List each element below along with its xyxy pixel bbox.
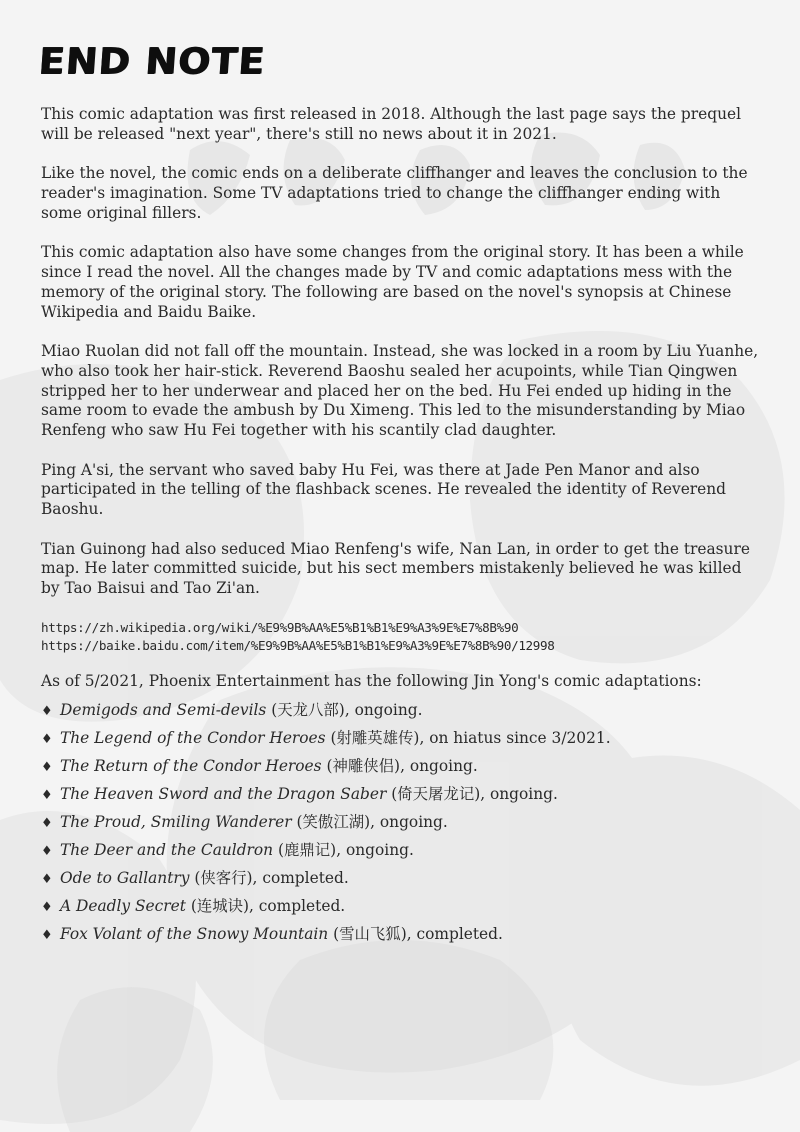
reference-links [41,619,761,655]
link-wikipedia[interactable]: https://zh.wikipedia.org/wiki/%E9%9B%AA%E5%B1%B1%E9%A3%9E%E7%8B%90 [41,619,519,635]
diamond-bullet-icon: ♦ [41,927,53,943]
comic-chinese-title: (连城诀) [190,896,250,915]
comic-adaptations-list [41,697,761,949]
comic-chinese-title: (笑傲江湖) [296,812,371,831]
list-intro: As of 5/2021, Phoenix Entertainment has the following Jin Yong's comic adaptations: [41,671,702,690]
comic-status: , ongoing. [400,756,478,775]
list-item [41,837,761,865]
paragraph-release: This comic adaptation was first released in 2018. Although the last page says the prequel will be released "next year", there's still no news about it in 2021. [41,105,742,143]
diamond-bullet-icon: ♦ [41,843,53,859]
comic-title: The Heaven Sword and the Dragon Saber [60,784,387,803]
diamond-bullet-icon: ♦ [41,703,53,719]
comic-chinese-title: (雪山飞狐) [333,924,407,943]
comic-chinese-title: (射雕英雄传) [330,728,420,747]
list-item [41,753,761,781]
paragraph-miao-ruolan: Miao Ruolan did not fall off the mountain. Instead, she was locked in a room by Liu Yuanhe, who also took her hair-stick. Reverend Baoshu sealed her acupoints, while Tian Qingwen stripped her to her underwear and placed her on the bed. Hu Fei ended up hiding in the same room to evade the ambush by Du Ximeng. This led to the misunderstanding by Miao Renfeng who saw Hu Fei together with his scantily clad daughter. [41,341,759,440]
list-item [41,809,761,837]
list-item [41,781,761,809]
comic-title: Ode to Gallantry [60,868,190,887]
comic-title: The Proud, Smiling Wanderer [60,812,292,831]
comic-title: Demigods and Semi-devils [60,700,267,719]
comic-title: A Deadly Secret [60,896,186,915]
paragraph-tian-guinong: Tian Guinong had also seduced Miao Renfeng's wife, Nan Lan, in order to get the treasure map. He later committed suicide, but his sect members mistakenly believed he was killed by Tao Baisui and Tao Zi'an. [41,539,750,598]
diamond-bullet-icon: ♦ [41,731,53,747]
comic-status: , ongoing. [480,784,558,803]
comic-chinese-title: (侠客行) [194,868,253,887]
page-title: END NOTE [37,40,267,82]
comic-chinese-title: (天龙八部) [271,700,345,719]
diamond-bullet-icon: ♦ [41,815,53,831]
diamond-bullet-icon: ♦ [41,899,53,915]
comic-status: , ongoing. [336,840,414,859]
comic-status: , ongoing. [344,700,423,719]
diamond-bullet-icon: ♦ [41,759,53,775]
comic-title: The Return of the Condor Heroes [60,756,322,775]
comic-title: The Legend of the Condor Heroes [60,728,326,747]
list-item [41,697,761,725]
comic-status: , completed. [249,896,346,915]
comic-title: Fox Volant of the Snowy Mountain [60,924,329,943]
paragraph-changes: This comic adaptation also have some changes from the original story. It has been a while since I read the novel. All the changes made by TV and comic adaptations mess with the memory of the original story. The following are based on the novel's synopsis at Chinese Wikipedia and Baidu Baike. [41,243,744,321]
end-note-body [41,105,761,949]
comic-title: The Deer and the Cauldron [60,840,274,859]
list-item [41,893,761,921]
comic-status: , ongoing. [370,812,448,831]
diamond-bullet-icon: ♦ [41,787,53,803]
list-item [41,865,761,893]
comic-chinese-title: (鹿鼎记) [278,840,337,859]
paragraph-ping-asi: Ping A'si, the servant who saved baby Hu Fei, was there at Jade Pen Manor and also participated in the telling of the flashback scenes. He revealed the identity of Reverend Baoshu. [41,460,727,519]
comic-chinese-title: (倚天屠龙记) [391,784,481,803]
list-item [41,921,761,949]
comic-status: , on hiatus since 3/2021. [419,728,611,747]
comic-status: , completed. [406,924,503,943]
comic-status: , completed. [252,868,349,887]
link-baidu-baike[interactable]: https://baike.baidu.com/item/%E9%9B%AA%E5%B1%B1%E9%A3%9E%E7%8B%90/12998 [41,637,555,653]
diamond-bullet-icon: ♦ [41,871,53,887]
paragraph-cliffhanger: Like the novel, the comic ends on a deliberate cliffhanger and leaves the conclusion to the reader's imagination. Some TV adaptations tried to change the cliffhanger ending with some original fillers. [41,164,748,222]
comic-chinese-title: (神雕侠侣) [326,756,401,775]
list-item [41,725,761,753]
